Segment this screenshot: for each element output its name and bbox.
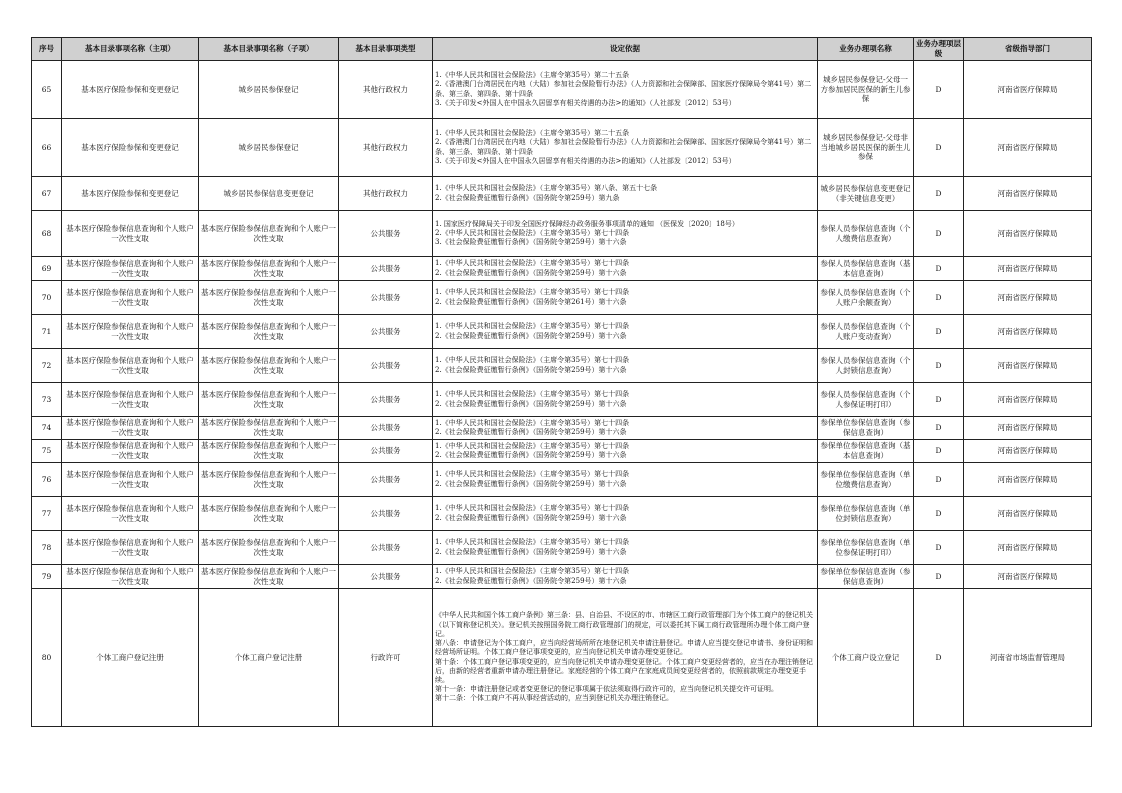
row-dept: 河南省市场监督管理局 <box>964 589 1092 727</box>
row-level: D <box>914 211 964 257</box>
row-type: 其他行政权力 <box>339 177 433 211</box>
row-business-name: 城乡居民参保登记-父母一方参加居民医保的新生儿参保 <box>818 61 914 119</box>
row-basis <box>433 281 818 315</box>
table-row <box>32 383 1092 417</box>
row-no: 74 <box>32 417 62 440</box>
row-level: D <box>914 119 964 177</box>
basis-line: 2.《社会保险费征缴暂行条例》（国务院令第259号）第十六条 <box>435 479 627 488</box>
row-sub-item: 基本医疗保险参保信息查询和个人账户一次性支取 <box>199 211 339 257</box>
row-no: 75 <box>32 440 62 463</box>
table-row <box>32 119 1092 177</box>
basis-line: 3.《关于印发<外国人在中国永久居留享有相关待遇的办法>的通知》（人社部发〔2012〕53号） <box>435 156 736 165</box>
row-dept: 河南省医疗保障局 <box>964 119 1092 177</box>
header-type: 基本目录事项类型 <box>339 38 433 61</box>
basis-line: 第十二条：个体工商户不再从事经营活动的，应当到登记机关办理注销登记。 <box>435 694 673 703</box>
row-business-name: 参保人员参保信息查询（基本信息查询） <box>818 257 914 281</box>
basis-line: 1.《中华人民共和国社会保险法》（主席令第35号）第七十四条 <box>435 567 630 576</box>
header-main-item: 基本目录事项名称（主项） <box>62 38 199 61</box>
table-row <box>32 589 1092 727</box>
row-main-item: 基本医疗保险参保信息查询和个人账户一次性支取 <box>62 417 199 440</box>
basis-line: 1.《中华人民共和国社会保险法》（主席令第35号）第七十四条 <box>435 356 630 365</box>
row-type: 其他行政权力 <box>339 119 433 177</box>
basis-line: 1.《中华人民共和国社会保险法》（主席令第35号）第七十四条 <box>435 418 630 427</box>
table-row <box>32 61 1092 119</box>
basis-line: 2.《中华人民共和国社会保险法》（主席令第35号）第七十四条 <box>435 228 630 237</box>
row-main-item: 基本医疗保险参保和变更登记 <box>62 61 199 119</box>
row-dept: 河南省医疗保障局 <box>964 177 1092 211</box>
row-main-item: 基本医疗保险参保信息查询和个人账户一次性支取 <box>62 281 199 315</box>
basis-line: 2.《社会保险费征缴暂行条例》（国务院令第259号）第九条 <box>435 193 620 202</box>
basis-line: 1.《中华人民共和国社会保险法》（主席令第35号）第七十四条 <box>435 538 630 547</box>
row-business-name: 个体工商户设立登记 <box>818 589 914 727</box>
row-type: 公共服务 <box>339 349 433 383</box>
table-row <box>32 349 1092 383</box>
basis-line: 第八条：申请登记为个体工商户，应当向经营场所所在地登记机关申请注册登记。申请人应当提交登记申请书、身份证明和经营场所证明。个体工商户登记事项变更的，应当向登记机关申请办理变更登记。 <box>435 639 813 657</box>
row-main-item: 基本医疗保险参保信息查询和个人账户一次性支取 <box>62 440 199 463</box>
basis-line: 2.《社会保险费征缴暂行条例》（国务院令第259号）第十六条 <box>435 547 627 556</box>
row-main-item: 个体工商户登记注册 <box>62 589 199 727</box>
row-type: 公共服务 <box>339 440 433 463</box>
row-no: 77 <box>32 497 62 531</box>
row-dept: 河南省医疗保障局 <box>964 565 1092 589</box>
row-level: D <box>914 531 964 565</box>
basis-line: 1.《中华人民共和国社会保险法》（主席令第35号）第八条、第五十七条 <box>435 184 658 193</box>
row-business-name: 参保单位参保信息查询（单位缴费信息查询） <box>818 463 914 497</box>
row-sub-item: 城乡居民参保登记 <box>199 61 339 119</box>
row-basis <box>433 349 818 383</box>
row-level: D <box>914 281 964 315</box>
table-row <box>32 211 1092 257</box>
row-type: 公共服务 <box>339 417 433 440</box>
row-basis <box>433 440 818 463</box>
row-main-item: 基本医疗保险参保信息查询和个人账户一次性支取 <box>62 315 199 349</box>
basis-line: 2.《社会保险费征缴暂行条例》（国务院令第259号）第十六条 <box>435 399 627 408</box>
row-main-item: 基本医疗保险参保信息查询和个人账户一次性支取 <box>62 497 199 531</box>
row-dept: 河南省医疗保障局 <box>964 463 1092 497</box>
basis-line: 2.《社会保险费征缴暂行条例》（国务院令第259号）第十六条 <box>435 268 627 277</box>
basis-line: 1. 国家医疗保障局关于印发全国医疗保障经办政务服务事项清单的通知 （医保发〔2020〕18号） <box>435 219 739 228</box>
row-sub-item: 个体工商户登记注册 <box>199 589 339 727</box>
row-business-name: 参保单位参保信息查询（单位参保证明打印） <box>818 531 914 565</box>
basis-line: 1.《中华人民共和国社会保险法》（主席令第35号）第二十五条 <box>435 129 630 138</box>
basis-line: 2.《社会保险费征缴暂行条例》（国务院令第259号）第十六条 <box>435 428 627 436</box>
row-business-name: 参保单位参保信息查询（单位封锁信息查询） <box>818 497 914 531</box>
row-no: 70 <box>32 281 62 315</box>
table-header-row <box>32 38 1092 61</box>
row-dept: 河南省医疗保障局 <box>964 257 1092 281</box>
row-type: 公共服务 <box>339 565 433 589</box>
row-sub-item: 基本医疗保险参保信息查询和个人账户一次性支取 <box>199 531 339 565</box>
basis-line: 2.《社会保险费征缴暂行条例》（国务院令第259号）第十六条 <box>435 365 627 374</box>
row-dept: 河南省医疗保障局 <box>964 61 1092 119</box>
basis-line: 2.《社会保险费征缴暂行条例》（国务院令第259号）第十六条 <box>435 331 627 340</box>
row-sub-item: 基本医疗保险参保信息查询和个人账户一次性支取 <box>199 315 339 349</box>
row-level: D <box>914 349 964 383</box>
row-sub-item: 基本医疗保险参保信息查询和个人账户一次性支取 <box>199 349 339 383</box>
row-business-name: 参保人员参保信息查询（个人参保证明打印） <box>818 383 914 417</box>
row-business-name: 参保人员参保信息查询（个人缴费信息查询） <box>818 211 914 257</box>
row-type: 公共服务 <box>339 531 433 565</box>
row-basis <box>433 463 818 497</box>
row-level: D <box>914 497 964 531</box>
row-level: D <box>914 417 964 440</box>
row-no: 76 <box>32 463 62 497</box>
row-type: 公共服务 <box>339 211 433 257</box>
row-level: D <box>914 383 964 417</box>
basis-line: 1.《中华人民共和国社会保险法》（主席令第35号）第七十四条 <box>435 470 630 479</box>
header-business-name: 业务办理项名称 <box>818 38 914 61</box>
header-no: 序号 <box>32 38 62 61</box>
row-no: 67 <box>32 177 62 211</box>
table-row <box>32 177 1092 211</box>
table-row <box>32 315 1092 349</box>
row-no: 78 <box>32 531 62 565</box>
row-type: 公共服务 <box>339 497 433 531</box>
row-main-item: 基本医疗保险参保信息查询和个人账户一次性支取 <box>62 257 199 281</box>
row-main-item: 基本医疗保险参保信息查询和个人账户一次性支取 <box>62 383 199 417</box>
basis-line: 2.《社会保险费征缴暂行条例》（国务院令第261号）第十六条 <box>435 297 627 306</box>
basis-line: 1.《中华人民共和国社会保险法》（主席令第35号）第七十四条 <box>435 259 630 268</box>
row-sub-item: 基本医疗保险参保信息查询和个人账户一次性支取 <box>199 417 339 440</box>
row-no: 79 <box>32 565 62 589</box>
row-basis <box>433 211 818 257</box>
basis-line: 第十一条：申请注册登记或者变更登记的登记事项属于依法须取得行政许可的，应当向登记机关提交许可证明。 <box>435 685 778 694</box>
row-sub-item: 基本医疗保险参保信息查询和个人账户一次性支取 <box>199 281 339 315</box>
basis-line: 2.《社会保险费征缴暂行条例》（国务院令第259号）第十六条 <box>435 513 627 522</box>
row-main-item: 基本医疗保险参保和变更登记 <box>62 177 199 211</box>
row-level: D <box>914 257 964 281</box>
basis-line: 1.《中华人民共和国社会保险法》（主席令第35号）第七十四条 <box>435 288 630 297</box>
row-basis <box>433 315 818 349</box>
row-type: 其他行政权力 <box>339 61 433 119</box>
row-dept: 河南省医疗保障局 <box>964 211 1092 257</box>
basis-line: 1.《中华人民共和国社会保险法》（主席令第35号）第七十四条 <box>435 504 630 513</box>
row-business-name: 参保单位参保信息查询（参保信息查询） <box>818 565 914 589</box>
row-business-name: 参保单位参保信息查询（参保信息查询） <box>818 417 914 440</box>
row-dept: 河南省医疗保障局 <box>964 315 1092 349</box>
basis-line: 2.《社会保险费征缴暂行条例》（国务院令第259号）第十六条 <box>435 576 627 585</box>
row-business-name: 城乡居民参保登记-父母非当地城乡居民医保的新生儿参保 <box>818 119 914 177</box>
basis-line: 3.《关于印发<外国人在中国永久居留享有相关待遇的办法>的通知》（人社部发〔2012〕53号） <box>435 98 736 107</box>
row-type: 行政许可 <box>339 589 433 727</box>
row-no: 69 <box>32 257 62 281</box>
row-no: 65 <box>32 61 62 119</box>
basis-line: 《中华人民共和国个体工商户条例》第三条：县、自治县、不设区的市、市辖区工商行政管理部门为个体工商户的登记机关（以下简称登记机关）。登记机关按照国务院工商行政管理部门的规定，可以委托其下属工商行政管理所办理个体工商户登记。 <box>435 611 813 638</box>
row-basis <box>433 119 818 177</box>
basis-line: 1.《中华人民共和国社会保险法》（主席令第35号）第二十五条 <box>435 71 630 80</box>
row-sub-item: 基本医疗保险参保信息查询和个人账户一次性支取 <box>199 497 339 531</box>
row-no: 73 <box>32 383 62 417</box>
header-basis: 设定依据 <box>433 38 818 61</box>
row-no: 66 <box>32 119 62 177</box>
row-dept: 河南省医疗保障局 <box>964 497 1092 531</box>
table-row <box>32 417 1092 440</box>
row-business-name: 参保单位参保信息查询（基本信息查询） <box>818 440 914 463</box>
row-basis <box>433 383 818 417</box>
row-type: 公共服务 <box>339 315 433 349</box>
header-level: 业务办理项层级 <box>914 38 964 61</box>
row-basis <box>433 257 818 281</box>
table-row <box>32 463 1092 497</box>
header-dept: 省级指导部门 <box>964 38 1092 61</box>
row-main-item: 基本医疗保险参保信息查询和个人账户一次性支取 <box>62 463 199 497</box>
row-basis <box>433 565 818 589</box>
table-row <box>32 281 1092 315</box>
row-type: 公共服务 <box>339 257 433 281</box>
header-sub-item: 基本目录事项名称（子项） <box>199 38 339 61</box>
row-sub-item: 基本医疗保险参保信息查询和个人账户一次性支取 <box>199 257 339 281</box>
row-type: 公共服务 <box>339 463 433 497</box>
row-dept: 河南省医疗保障局 <box>964 349 1092 383</box>
row-sub-item: 基本医疗保险参保信息查询和个人账户一次性支取 <box>199 565 339 589</box>
basis-line: 第十条：个体工商户登记事项变更的，应当向登记机关申请办理变更登记。个体工商户变更经营者的，应当在办理注销登记后，由新的经营者重新申请办理注册登记。家庭经营的个体工商户在家庭成员间变更经营者的，依照前款规定办理变更手续。 <box>435 657 813 684</box>
table-row <box>32 497 1092 531</box>
table-row <box>32 440 1092 463</box>
row-sub-item: 基本医疗保险参保信息查询和个人账户一次性支取 <box>199 463 339 497</box>
row-main-item: 基本医疗保险参保信息查询和个人账户一次性支取 <box>62 349 199 383</box>
row-sub-item: 城乡居民参保信息变更登记 <box>199 177 339 211</box>
row-no: 72 <box>32 349 62 383</box>
row-basis <box>433 497 818 531</box>
service-items-table <box>31 37 1092 727</box>
basis-line: 2.《香港澳门台湾居民在内地（大陆）参加社会保险暂行办法》（人力资源和社会保障部、国家医疗保障局令第41号）第二条、第三条、第四条、第十四条 <box>435 80 812 98</box>
row-sub-item: 城乡居民参保登记 <box>199 119 339 177</box>
row-level: D <box>914 61 964 119</box>
row-basis <box>433 417 818 440</box>
basis-line: 2.《社会保险费征缴暂行条例》（国务院令第259号）第十六条 <box>435 451 627 459</box>
row-sub-item: 基本医疗保险参保信息查询和个人账户一次性支取 <box>199 383 339 417</box>
row-dept: 河南省医疗保障局 <box>964 417 1092 440</box>
row-level: D <box>914 463 964 497</box>
row-basis <box>433 177 818 211</box>
basis-line: 1.《中华人民共和国社会保险法》（主席令第35号）第七十四条 <box>435 441 630 450</box>
table-row <box>32 565 1092 589</box>
row-level: D <box>914 315 964 349</box>
row-type: 公共服务 <box>339 383 433 417</box>
row-dept: 河南省医疗保障局 <box>964 383 1092 417</box>
row-main-item: 基本医疗保险参保信息查询和个人账户一次性支取 <box>62 531 199 565</box>
row-type: 公共服务 <box>339 281 433 315</box>
table-row <box>32 531 1092 565</box>
row-main-item: 基本医疗保险参保信息查询和个人账户一次性支取 <box>62 565 199 589</box>
row-level: D <box>914 565 964 589</box>
row-basis <box>433 61 818 119</box>
row-level: D <box>914 440 964 463</box>
row-level: D <box>914 177 964 211</box>
row-dept: 河南省医疗保障局 <box>964 281 1092 315</box>
row-no: 80 <box>32 589 62 727</box>
row-no: 68 <box>32 211 62 257</box>
row-level: D <box>914 589 964 727</box>
row-sub-item: 基本医疗保险参保信息查询和个人账户一次性支取 <box>199 440 339 463</box>
row-dept: 河南省医疗保障局 <box>964 440 1092 463</box>
row-business-name: 参保人员参保信息查询（个人封锁信息查询） <box>818 349 914 383</box>
basis-line: 3.《社会保险费征缴暂行条例》（国务院令第259号）第十六条 <box>435 238 627 247</box>
row-business-name: 参保人员参保信息查询（个人账户余额查询） <box>818 281 914 315</box>
row-business-name: 参保人员参保信息查询（个人账户变动查询） <box>818 315 914 349</box>
basis-line: 1.《中华人民共和国社会保险法》（主席令第35号）第七十四条 <box>435 322 630 331</box>
row-basis <box>433 589 818 727</box>
basis-line: 2.《香港澳门台湾居民在内地（大陆）参加社会保险暂行办法》（人力资源和社会保障部、国家医疗保障局令第41号）第二条、第三条、第四条、第十四条 <box>435 138 812 156</box>
row-main-item: 基本医疗保险参保信息查询和个人账户一次性支取 <box>62 211 199 257</box>
row-dept: 河南省医疗保障局 <box>964 531 1092 565</box>
row-main-item: 基本医疗保险参保和变更登记 <box>62 119 199 177</box>
row-no: 71 <box>32 315 62 349</box>
row-business-name: 城乡居民参保信息变更登记（非关键信息变更） <box>818 177 914 211</box>
table-row <box>32 257 1092 281</box>
basis-line: 1.《中华人民共和国社会保险法》（主席令第35号）第七十四条 <box>435 390 630 399</box>
row-basis <box>433 531 818 565</box>
